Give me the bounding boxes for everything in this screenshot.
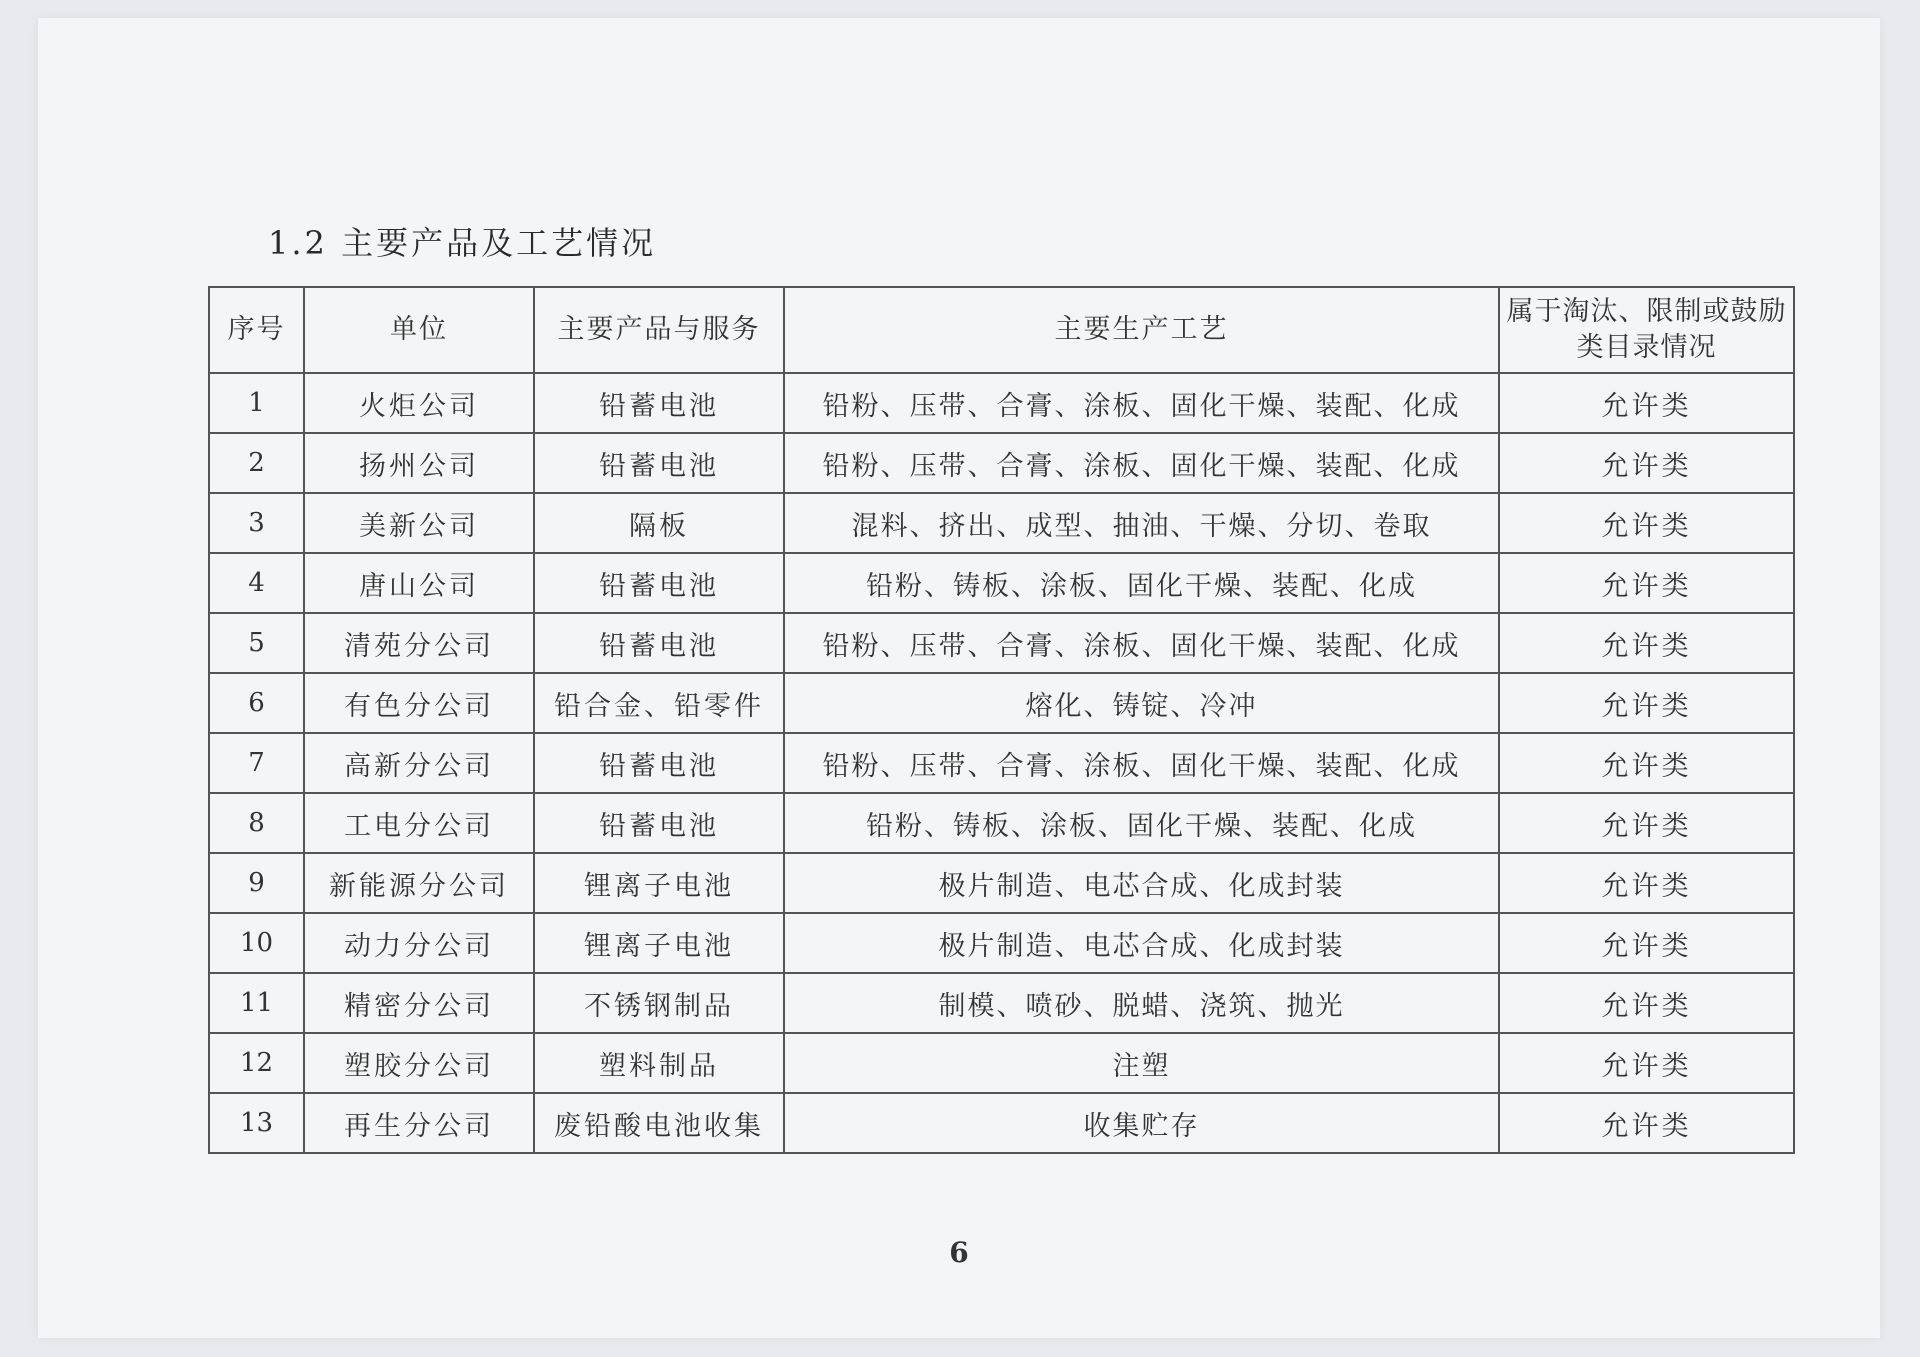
cell-product: 不锈钢制品 (534, 973, 784, 1033)
table-header-row (209, 287, 1794, 373)
cell-unit: 再生分公司 (304, 1093, 534, 1153)
table-row (209, 433, 1794, 493)
cell-seq: 10 (209, 913, 304, 973)
cell-unit: 精密分公司 (304, 973, 534, 1033)
cell-unit: 火炬公司 (304, 373, 534, 433)
products-process-table (208, 286, 1793, 1154)
cell-category: 允许类 (1499, 613, 1794, 673)
cell-product: 铅合金、铅零件 (534, 673, 784, 733)
table-row (209, 1093, 1794, 1153)
cell-seq: 6 (209, 673, 304, 733)
cell-process: 铅粉、压带、合膏、涂板、固化干燥、装配、化成 (784, 733, 1499, 793)
header-product: 主要产品与服务 (534, 287, 784, 373)
table-row (209, 373, 1794, 433)
cell-category: 允许类 (1499, 493, 1794, 553)
cell-product: 铅蓄电池 (534, 373, 784, 433)
cell-unit: 扬州公司 (304, 433, 534, 493)
cell-process: 制模、喷砂、脱蜡、浇筑、抛光 (784, 973, 1499, 1033)
cell-process: 铅粉、压带、合膏、涂板、固化干燥、装配、化成 (784, 373, 1499, 433)
cell-unit: 动力分公司 (304, 913, 534, 973)
cell-seq: 4 (209, 553, 304, 613)
cell-seq: 1 (209, 373, 304, 433)
header-category: 属于淘汰、限制或鼓励类目录情况 (1499, 287, 1794, 373)
cell-seq: 2 (209, 433, 304, 493)
table-row (209, 973, 1794, 1033)
table-row (209, 913, 1794, 973)
cell-unit: 高新分公司 (304, 733, 534, 793)
cell-product: 铅蓄电池 (534, 613, 784, 673)
table-row (209, 553, 1794, 613)
cell-category: 允许类 (1499, 1093, 1794, 1153)
cell-category: 允许类 (1499, 433, 1794, 493)
table-row (209, 673, 1794, 733)
cell-product: 隔板 (534, 493, 784, 553)
cell-category: 允许类 (1499, 673, 1794, 733)
section-title: 1.2 主要产品及工艺情况 (268, 224, 657, 262)
cell-category: 允许类 (1499, 973, 1794, 1033)
cell-unit: 塑胶分公司 (304, 1033, 534, 1093)
cell-product: 铅蓄电池 (534, 553, 784, 613)
cell-process: 极片制造、电芯合成、化成封装 (784, 913, 1499, 973)
page-number: 6 (949, 1236, 969, 1269)
table-row (209, 1033, 1794, 1093)
cell-seq: 5 (209, 613, 304, 673)
cell-category: 允许类 (1499, 373, 1794, 433)
cell-product: 锂离子电池 (534, 913, 784, 973)
cell-seq: 7 (209, 733, 304, 793)
cell-seq: 11 (209, 973, 304, 1033)
cell-seq: 9 (209, 853, 304, 913)
cell-category: 允许类 (1499, 793, 1794, 853)
cell-unit: 唐山公司 (304, 553, 534, 613)
table-body (209, 373, 1794, 1153)
table-row (209, 613, 1794, 673)
cell-process: 熔化、铸锭、冷冲 (784, 673, 1499, 733)
table-row (209, 733, 1794, 793)
cell-seq: 12 (209, 1033, 304, 1093)
cell-unit: 工电分公司 (304, 793, 534, 853)
cell-category: 允许类 (1499, 553, 1794, 613)
cell-product: 铅蓄电池 (534, 733, 784, 793)
cell-product: 铅蓄电池 (534, 793, 784, 853)
cell-category: 允许类 (1499, 733, 1794, 793)
cell-unit: 新能源分公司 (304, 853, 534, 913)
cell-process: 注塑 (784, 1033, 1499, 1093)
cell-process: 铅粉、压带、合膏、涂板、固化干燥、装配、化成 (784, 433, 1499, 493)
cell-process: 铅粉、铸板、涂板、固化干燥、装配、化成 (784, 553, 1499, 613)
cell-category: 允许类 (1499, 913, 1794, 973)
cell-unit: 清苑分公司 (304, 613, 534, 673)
cell-process: 收集贮存 (784, 1093, 1499, 1153)
cell-category: 允许类 (1499, 1033, 1794, 1093)
header-unit: 单位 (304, 287, 534, 373)
table-row (209, 853, 1794, 913)
document-page (38, 18, 1880, 1338)
cell-category: 允许类 (1499, 853, 1794, 913)
header-process: 主要生产工艺 (784, 287, 1499, 373)
cell-seq: 3 (209, 493, 304, 553)
header-seq: 序号 (209, 287, 304, 373)
cell-process: 铅粉、铸板、涂板、固化干燥、装配、化成 (784, 793, 1499, 853)
cell-unit: 有色分公司 (304, 673, 534, 733)
cell-product: 塑料制品 (534, 1033, 784, 1093)
cell-product: 铅蓄电池 (534, 433, 784, 493)
cell-product: 锂离子电池 (534, 853, 784, 913)
cell-seq: 8 (209, 793, 304, 853)
table-row (209, 793, 1794, 853)
cell-process: 混料、挤出、成型、抽油、干燥、分切、卷取 (784, 493, 1499, 553)
cell-unit: 美新公司 (304, 493, 534, 553)
table-row (209, 493, 1794, 553)
cell-process: 极片制造、电芯合成、化成封装 (784, 853, 1499, 913)
cell-product: 废铅酸电池收集 (534, 1093, 784, 1153)
cell-seq: 13 (209, 1093, 304, 1153)
cell-process: 铅粉、压带、合膏、涂板、固化干燥、装配、化成 (784, 613, 1499, 673)
